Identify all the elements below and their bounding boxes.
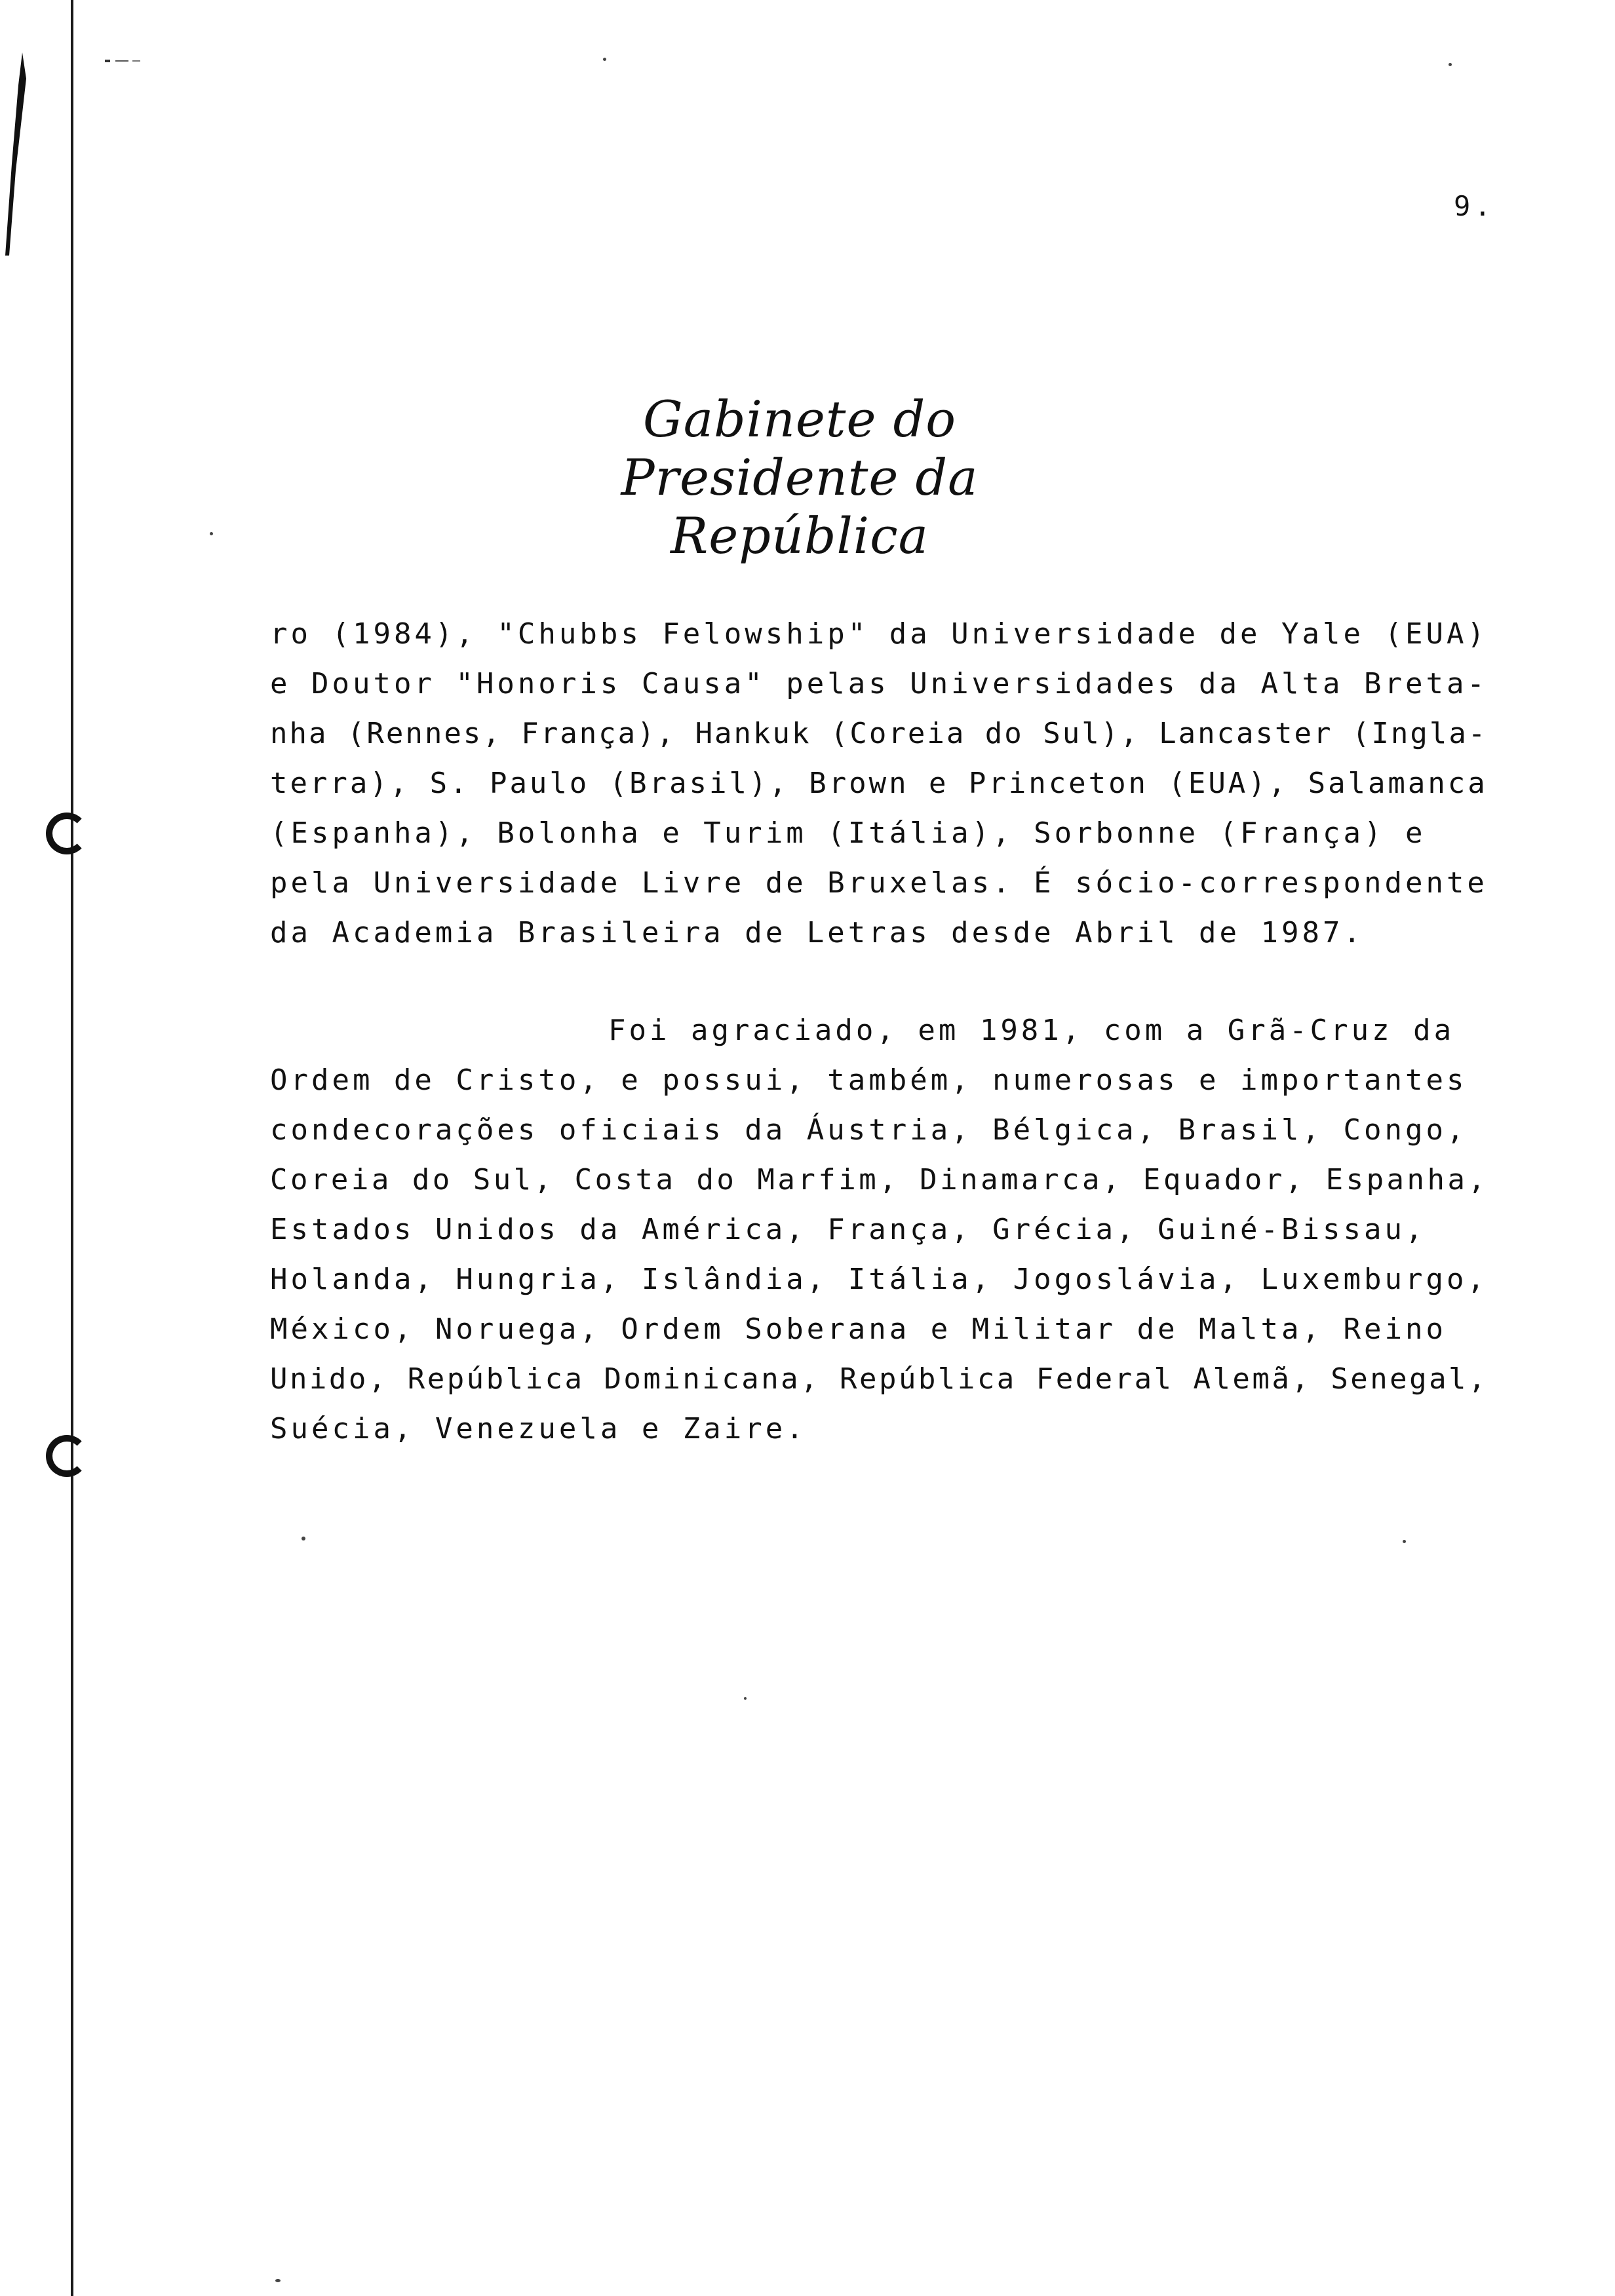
letterhead-title: Gabinete do Presidente da República: [621, 390, 979, 565]
binding-mark: [3, 39, 29, 262]
paper-speck: [210, 532, 213, 535]
text-line: Unido, República Dominicana, República Federal Alemã, Senegal,: [270, 1362, 1488, 1396]
page-margin-line: [71, 0, 73, 2296]
paper-speck: [744, 1697, 747, 1700]
text-line: Coreia do Sul, Costa do Marfim, Dinamarca, Equador, Espanha,: [270, 1163, 1489, 1196]
page-number: 9.: [1454, 190, 1495, 222]
text-line: e Doutor "Honoris Causa" pelas Universidades da Alta Breta-: [270, 667, 1488, 700]
text-line: Ordem de Cristo, e possui, também, numerosas e importantes: [270, 1063, 1468, 1097]
body-paragraph: [270, 609, 1496, 958]
text-line: condecorações oficiais da Áustria, Bélgica, Brasil, Congo,: [270, 1113, 1468, 1147]
paper-speck: [275, 2279, 281, 2282]
text-line: Holanda, Hungria, Islândia, Itália, Jogoslávia, Luxemburgo,: [270, 1263, 1488, 1296]
paper-speck: [1403, 1540, 1406, 1543]
text-line: Foi agraciado, em 1981, com a Grã-Cruz da: [608, 1014, 1455, 1047]
text-line: terra), S. Paulo (Brasil), Brown e Princeton (EUA), Salamanca: [270, 767, 1488, 800]
text-line: Suécia, Venezuela e Zaire.: [270, 1412, 807, 1445]
text-line: Estados Unidos da América, França, Grécia, Guiné-Bissau,: [270, 1213, 1426, 1246]
paper-speck: [603, 58, 606, 61]
paper-speck: [302, 1537, 305, 1540]
punch-hole-mark: [46, 813, 88, 854]
text-line: da Academia Brasileira de Letras desde Abril de 1987.: [270, 916, 1364, 949]
paper-speck: [1449, 63, 1452, 66]
punch-hole-mark: [46, 1435, 88, 1477]
body-paragraph: [270, 1006, 1496, 1454]
text-line: (Espanha), Bolonha e Turim (Itália), Sorbonne (França) e: [270, 816, 1426, 850]
text-line: pela Universidade Livre de Bruxelas. É sócio-correspondente: [270, 866, 1488, 900]
text-line: México, Noruega, Ordem Soberana e Militar de Malta, Reino: [270, 1312, 1447, 1346]
top-scribble-mark: [105, 59, 157, 63]
text-line: ro (1984), "Chubbs Felowship" da Universidade de Yale (EUA): [270, 617, 1488, 651]
text-line: nha (Rennes, França), Hankuk (Coreia do Sul), Lancaster (Ingla-: [270, 717, 1488, 750]
